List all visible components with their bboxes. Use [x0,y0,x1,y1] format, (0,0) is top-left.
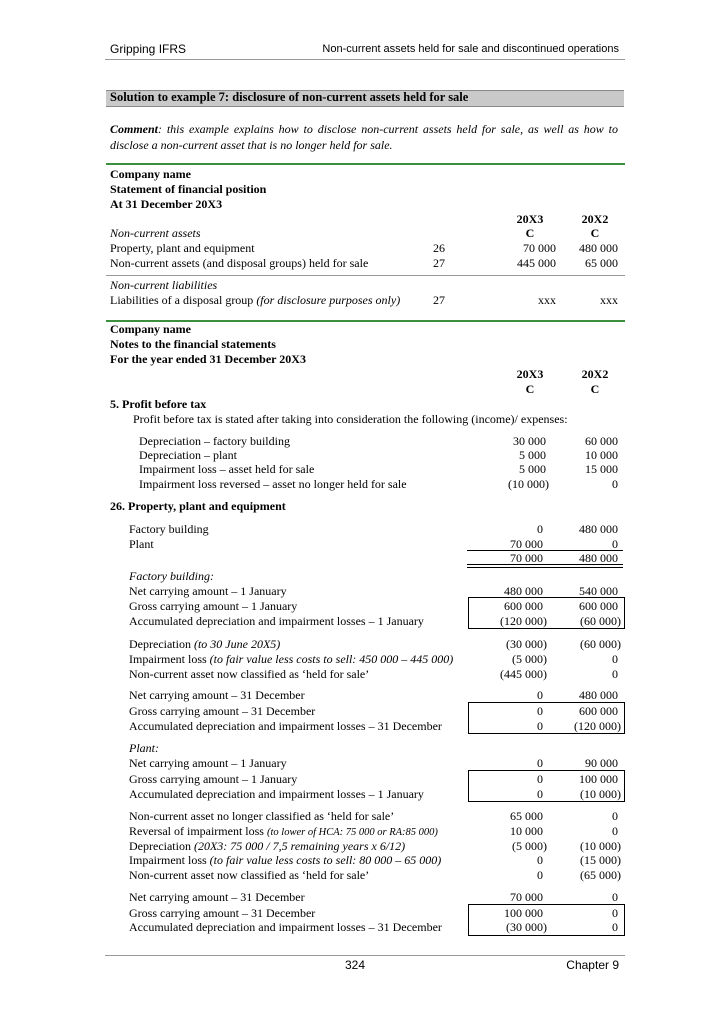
plant-b2-text: Reversal of impairment loss [129,824,267,838]
factory-b2-20x2: (60 000) [580,637,621,651]
note26-total-20x3: 70 000 [510,551,543,565]
factory-b1-20x3: (120 000) [500,614,547,628]
factory-b3-20x2: 480 000 [579,688,618,702]
sofp-row-label: Property, plant and equipment [110,241,255,255]
plant-b2-20x2: 0 [612,809,618,823]
note26-summary-20x3: 0 [537,522,543,536]
plant-b2-text: Depreciation [129,839,194,853]
factory-b3-label: Accumulated depreciation and impairment losses – 31 December [129,719,442,733]
section-divider-top [106,163,625,165]
sofp-row-value-20x2: 480 000 [579,241,618,255]
note5-value-20x3: 5 000 [519,448,546,462]
factory-b3-20x3: 0 [537,688,543,702]
comment-line-2: disclose a non-current asset that is no longer held for sale. [110,138,393,152]
plant-b2-label [129,839,405,854]
note5-intro: Profit before tax is stated after taking into consideration the following (income)/ expenses: [133,412,568,426]
plant-b2-20x2: (10 000) [580,839,621,853]
plant-b2-20x2: (15 000) [580,853,621,867]
factory-b1-20x2: 600 000 [579,599,618,613]
plant-b2-label [129,824,438,839]
sofp-liab-qualifier: (for disclosure purposes only) [256,293,401,307]
note5-value-20x3: (10 000) [508,477,549,491]
factory-b3-20x3: 0 [537,704,543,718]
sofp-ncl-heading: Non-current liabilities [110,278,218,292]
header-book-title: Gripping IFRS [110,42,187,56]
factory-b2-20x3: (5 000) [512,652,547,666]
note5-heading: 5. Profit before tax [110,397,207,411]
plant-b2-text: Impairment loss [129,853,210,867]
sofp-date: At 31 December 20X3 [110,197,223,211]
note5-row-label: Impairment loss – asset held for sale [139,462,315,476]
factory-b2-20x2: 0 [612,667,618,681]
factory-b1-20x2: 540 000 [579,584,618,598]
plant-b1-20x2: 100 000 [579,772,618,786]
notes-col-20x3: 20X3 [516,367,544,381]
sofp-row-note: 27 [433,256,445,270]
note26-heading: 26. Property, plant and equipment [110,499,286,513]
sofp-currency-20x2: C [590,226,600,240]
sofp-row-value-20x2: 65 000 [585,256,618,270]
notes-currency-20x3: C [525,382,535,396]
plant-b1-20x2: (10 000) [580,787,621,801]
note5-value-20x2: 15 000 [585,462,618,476]
factory-b2-20x3: (30 000) [506,637,547,651]
factory-b2-20x2: 0 [612,652,618,666]
factory-b3-20x3: 0 [537,719,543,733]
factory-b3-20x2: (120 000) [574,719,621,733]
note26-summary-label: Factory building [129,522,209,536]
factory-b1-20x3: 600 000 [504,599,543,613]
plant-b2-detail: (to fair value less costs to sell: 80 000 – 65 000) [209,853,442,867]
factory-b1-20x3: 480 000 [504,584,543,598]
plant-b3-20x3: 100 000 [504,906,543,920]
comment-text-1: : this example explains how to disclose non-current assets held for sale, as well as how to [158,122,618,136]
plant-b2-20x2: 0 [612,824,618,838]
sofp-col-20x2: 20X2 [581,212,609,226]
plant-b1-20x3: 0 [537,787,543,801]
plant-b1-label: Accumulated depreciation and impairment losses – 1 January [129,787,424,801]
page-number: 324 [345,958,366,972]
factory-b1-label: Gross carrying amount – 1 January [129,599,298,613]
sofp-title: Statement of financial position [110,182,267,196]
plant-b2-20x2: (65 000) [580,868,621,882]
note5-row-label: Depreciation – plant [139,448,237,462]
factory-b2-detail: (to 30 June 20X5) [193,637,281,651]
notes-title: Notes to the financial statements [110,337,276,351]
note26-summary-20x2: 0 [612,537,618,551]
plant-b2-detail: (20X3: 75 000 / 7,5 remaining years x 6/12) [193,839,406,853]
factory-b1-20x2: (60 000) [580,614,621,628]
factory-b1-label: Net carrying amount – 1 January [129,584,287,598]
note5-value-20x2: 10 000 [585,448,618,462]
factory-b3-20x2: 600 000 [579,704,618,718]
notes-period: For the year ended 31 December 20X3 [110,352,306,366]
sofp-liab-value-20x3: xxx [538,293,556,307]
plant-b1-20x2: 90 000 [585,756,618,770]
plant-b2-20x3: 10 000 [510,824,543,838]
notes-company-name: Company name [110,322,192,336]
sofp-row-value-20x3: 70 000 [523,241,556,255]
note5-row-label: Depreciation – factory building [139,434,290,448]
sofp-nca-heading: Non-current assets [110,226,201,240]
sofp-divider [106,275,625,276]
sofp-liab-row [110,293,400,308]
note5-value-20x2: 60 000 [585,434,618,448]
plant-b3-20x2: 0 [612,906,618,920]
notes-col-20x2: 20X2 [581,367,609,381]
sofp-liab-note: 27 [433,293,445,307]
factory-b2-20x3: (445 000) [500,667,547,681]
factory-b3-label: Gross carrying amount – 31 December [129,704,316,718]
plant-b2-label: Non-current asset now classified as ‘held for sale’ [129,868,370,882]
comment-label: Comment [110,122,159,136]
plant-b2-20x3: 65 000 [510,809,543,823]
factory-b2-text: Depreciation [129,637,194,651]
note26-total-double-rule [467,564,623,568]
sofp-currency-20x3: C [525,226,535,240]
sofp-row-value-20x3: 445 000 [517,256,556,270]
note5-value-20x3: 5 000 [519,462,546,476]
factory-b2-label: Non-current asset now classified as ‘held for sale’ [129,667,370,681]
note5-value-20x3: 30 000 [513,434,546,448]
plant-b2-20x3: 0 [537,853,543,867]
comment-line-1 [110,122,618,137]
note26-total-20x2: 480 000 [579,551,618,565]
plant-b3-20x3: (30 000) [506,920,547,934]
plant-b3-label: Accumulated depreciation and impairment losses – 31 December [129,920,442,934]
factory-b2-text: Impairment loss [129,652,210,666]
note5-value-20x2: 0 [612,477,618,491]
factory-b2-label [129,637,280,652]
plant-b2-label [129,853,441,868]
sofp-row-label: Non-current assets (and disposal groups) held for sale [110,256,369,270]
plant-b2-label: Non-current asset no longer classified as ‘held for sale’ [129,809,395,823]
note26-summary-label: Plant [129,537,154,551]
plant-heading: Plant: [129,741,159,755]
factory-b2-detail: (to fair value less costs to sell: 450 000 – 445 000) [209,652,454,666]
footer-divider [105,955,625,956]
plant-b1-label: Net carrying amount – 1 January [129,756,287,770]
plant-b3-label: Gross carrying amount – 31 December [129,906,316,920]
plant-b1-label: Gross carrying amount – 1 January [129,772,298,786]
notes-currency-20x2: C [590,382,600,396]
plant-b1-20x3: 0 [537,772,543,786]
plant-b3-20x3: 70 000 [510,890,543,904]
factory-b3-label: Net carrying amount – 31 December [129,688,305,702]
solution-title: Solution to example 7: disclosure of non-current assets held for sale [110,90,469,104]
factory-heading: Factory building: [129,569,214,583]
sofp-col-20x3: 20X3 [516,212,544,226]
note5-row-label: Impairment loss reversed – asset no longer held for sale [139,477,407,491]
factory-b2-label [129,652,453,667]
sofp-company-name: Company name [110,167,192,181]
plant-b2-20x3: 0 [537,868,543,882]
note26-summary-20x3: 70 000 [510,537,543,551]
plant-b2-20x3: (5 000) [512,839,547,853]
footer-chapter: Chapter 9 [566,958,619,972]
sofp-liab-value-20x2: xxx [600,293,618,307]
plant-b2-detail: (to lower of HCA: 75 000 or RA:85 000) [266,827,438,838]
factory-b1-label: Accumulated depreciation and impairment losses – 1 January [129,614,424,628]
sofp-liab-label: Liabilities of a disposal group [110,293,257,307]
plant-b1-20x3: 0 [537,756,543,770]
note26-summary-20x2: 480 000 [579,522,618,536]
header-divider [105,59,625,60]
plant-b3-20x2: 0 [612,920,618,934]
header-chapter-title: Non-current assets held for sale and discontinued operations [322,43,619,55]
plant-b3-label: Net carrying amount – 31 December [129,890,305,904]
plant-b3-20x2: 0 [612,890,618,904]
sofp-row-note: 26 [433,241,445,255]
